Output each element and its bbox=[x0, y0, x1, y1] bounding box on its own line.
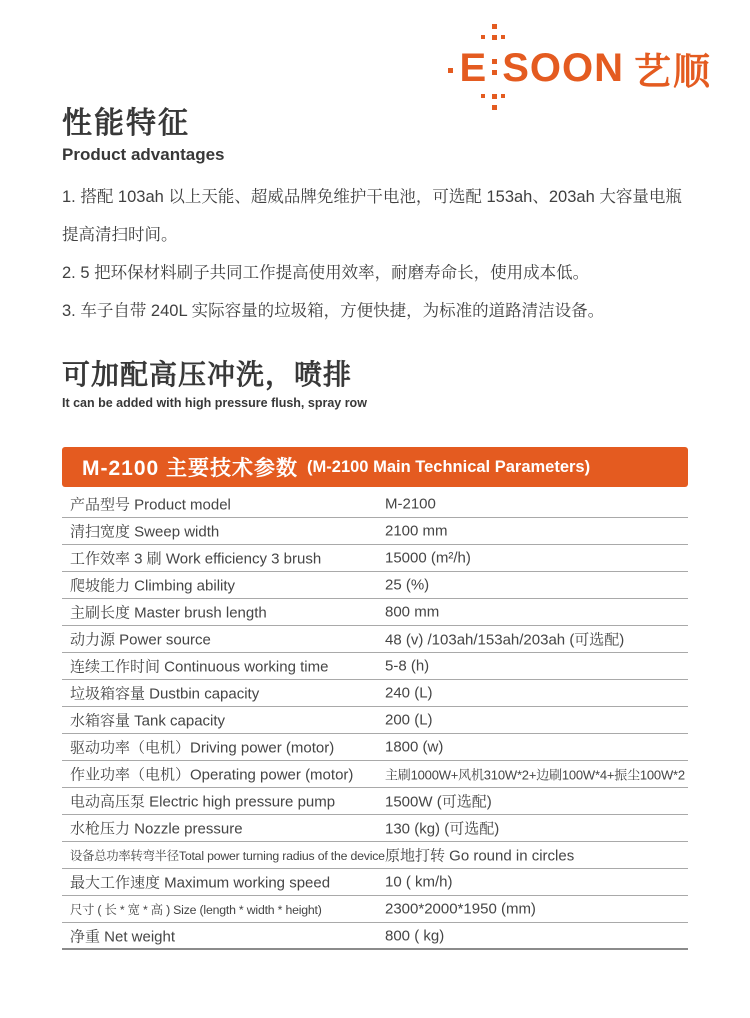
spec-label: 垃圾箱容量 Dustbin capacity bbox=[70, 685, 260, 703]
table-row bbox=[62, 842, 688, 869]
spec-value: 10 ( km/h) bbox=[385, 873, 453, 891]
spec-label: 设备总功率转弯半径Total power turning radius of the device bbox=[70, 849, 385, 863]
table-row bbox=[62, 869, 688, 896]
table-row bbox=[62, 572, 688, 599]
spec-label: 电动高压泵 Electric high pressure pump bbox=[70, 793, 336, 811]
spec-label: 产品型号 Product model bbox=[70, 496, 231, 514]
advantages-title-cn: 性能特征 bbox=[62, 107, 190, 140]
spec-value: 5-8 (h) bbox=[385, 657, 430, 675]
table-row bbox=[62, 788, 688, 815]
table-row bbox=[62, 923, 688, 950]
table-row bbox=[62, 896, 688, 923]
table-row bbox=[62, 599, 688, 626]
advantage-item: 2. 5 把环保材料刷子共同工作提高使用效率，耐磨寿命长，使用成本低。 bbox=[62, 264, 590, 282]
spec-value: 240 (L) bbox=[385, 684, 433, 702]
spec-label: 主刷长度 Master brush length bbox=[70, 604, 267, 622]
table-row bbox=[62, 761, 688, 788]
spec-label: 水箱容量 Tank capacity bbox=[70, 712, 226, 730]
spec-value: 800 mm bbox=[385, 603, 440, 621]
flush-title-cn: 可加配高压冲洗，喷排 bbox=[62, 359, 353, 390]
table-row bbox=[62, 545, 688, 572]
table-row bbox=[62, 626, 688, 653]
spec-value: 主刷1000W+风机310W*2+边刷100W*4+振尘100W*2 bbox=[385, 767, 685, 783]
advantage-item: 3. 车子自带 240L 实际容量的垃圾箱，方便快捷，为标准的道路清洁设备。 bbox=[62, 302, 605, 320]
spec-value: 200 (L) bbox=[385, 711, 433, 729]
spec-label: 连续工作时间 Continuous working time bbox=[70, 658, 329, 676]
spec-label: 驱动功率（电机）Driving power (motor) bbox=[70, 739, 335, 757]
advantages-title-en: Product advantages bbox=[62, 145, 225, 164]
table-row bbox=[62, 491, 688, 518]
spec-label: 作业功率（电机）Operating power (motor) bbox=[70, 766, 354, 784]
logo-word-soon: SOON bbox=[502, 46, 624, 90]
spec-value: 2300*2000*1950 (mm) bbox=[385, 900, 536, 918]
spec-label: 动力源 Power source bbox=[70, 631, 211, 649]
spec-label: 尺寸 ( 长 * 宽 * 高 ) Size (length * width * height) bbox=[70, 903, 322, 917]
spec-value: 15000 (m²/h) bbox=[385, 549, 471, 567]
table-row bbox=[62, 518, 688, 545]
flush-title-en: It can be added with high pressure flush, spray row bbox=[62, 396, 367, 410]
logo-letter-e: E bbox=[459, 46, 488, 90]
spec-value: 25 (%) bbox=[385, 576, 430, 594]
spec-value: 原地打转 Go round in circles bbox=[385, 847, 575, 865]
spec-label: 工作效率 3 刷 Work efficiency 3 brush bbox=[70, 550, 322, 568]
table-row bbox=[62, 653, 688, 680]
advantages-list bbox=[62, 178, 688, 330]
spec-value: 1800 (w) bbox=[385, 738, 444, 756]
spec-header-en: (M-2100 Main Technical Parameters) bbox=[307, 457, 591, 476]
spec-table-header bbox=[62, 447, 688, 487]
logo-dot-icon bbox=[448, 68, 453, 73]
brand-logo bbox=[448, 46, 712, 90]
spec-value: 800 ( kg) bbox=[385, 927, 445, 944]
spec-table-body bbox=[62, 491, 688, 950]
spec-value: 1500W (可选配) bbox=[385, 793, 492, 811]
spec-label: 净重 Net weight bbox=[70, 928, 176, 945]
spec-label: 最大工作速度 Maximum working speed bbox=[70, 874, 331, 892]
spec-label: 清扫宽度 Sweep width bbox=[70, 523, 220, 541]
spec-value: 2100 mm bbox=[385, 522, 448, 540]
spec-header-cn: M-2100 主要技术参数 bbox=[82, 457, 299, 480]
table-row bbox=[62, 680, 688, 707]
spec-label: 爬坡能力 Climbing ability bbox=[70, 577, 236, 595]
spec-label: 水枪压力 Nozzle pressure bbox=[70, 820, 243, 838]
table-row bbox=[62, 707, 688, 734]
spec-value: M-2100 bbox=[385, 495, 436, 513]
spec-value: 48 (v) /103ah/153ah/203ah (可选配) bbox=[385, 631, 625, 649]
advantage-item: 1. 搭配 103ah 以上天能、超威品牌免维护干电池，可选配 153ah、203ah 大容量电瓶提高清扫时间。 bbox=[62, 188, 682, 244]
table-row bbox=[62, 734, 688, 761]
table-row bbox=[62, 815, 688, 842]
logo-dots-icon bbox=[487, 46, 502, 90]
logo-chinese-name: 艺顺 bbox=[634, 51, 712, 92]
spec-value: 130 (kg) (可选配) bbox=[385, 820, 500, 838]
